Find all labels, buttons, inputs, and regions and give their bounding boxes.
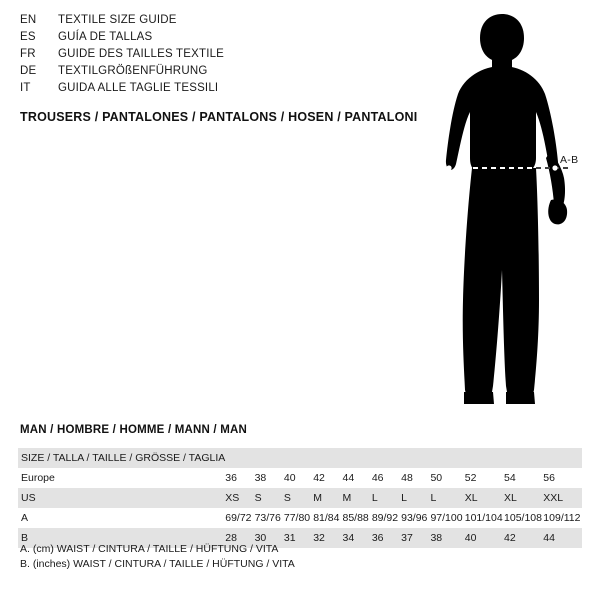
table-cell: 28 xyxy=(225,532,237,544)
table-cell xyxy=(430,448,464,468)
table-cell xyxy=(504,448,543,468)
table-cell xyxy=(255,448,284,468)
table-section-title: MAN / HOMBRE / HOMME / MANN / MAN xyxy=(20,424,248,436)
language-row xyxy=(20,82,410,99)
table-cell: 42 xyxy=(313,472,325,484)
table-cell: 40 xyxy=(283,472,296,484)
table-row xyxy=(18,508,582,528)
table-cell: 97/100 xyxy=(430,512,463,524)
language-code: IT xyxy=(20,82,31,94)
table-cell: XL xyxy=(464,492,478,504)
table-cell xyxy=(313,448,342,468)
table-cell: XS xyxy=(225,492,240,504)
measure-label-ab: A-B xyxy=(560,154,579,166)
row-label: SIZE / TALLA / TAILLE / GRÖSSE / TAGLIA xyxy=(21,452,226,464)
figure-silhouette xyxy=(420,8,595,408)
language-row xyxy=(20,14,410,31)
language-title: GUIDA ALLE TAGLIE TESSILI xyxy=(58,82,219,94)
table-cell: 81/84 xyxy=(313,512,340,524)
table-cell: XL xyxy=(504,492,517,504)
table-cell xyxy=(543,448,582,468)
table-cell: 93/96 xyxy=(401,512,428,524)
table-cell: 101/104 xyxy=(464,512,503,524)
table-cell: 36 xyxy=(225,472,237,484)
table-cell xyxy=(343,448,372,468)
garment-title: TROUSERS / PANTALONES / PANTALONS / HOSEN / PANTALONI xyxy=(20,110,418,124)
table-cell: 50 xyxy=(430,472,443,484)
size-table xyxy=(18,448,582,548)
table-cell: 85/88 xyxy=(342,512,369,524)
table-cell: 37 xyxy=(401,532,413,544)
table-cell: L xyxy=(371,492,378,504)
table-cell: 54 xyxy=(504,472,516,484)
table-cell: 36 xyxy=(371,532,384,544)
table-cell: 56 xyxy=(543,472,555,484)
table-cell: 42 xyxy=(504,532,516,544)
table-row xyxy=(18,468,582,488)
table-cell xyxy=(284,448,313,468)
table-cell: 40 xyxy=(464,532,477,544)
table-cell xyxy=(465,448,504,468)
row-label: US xyxy=(21,492,36,504)
table-cell: 48 xyxy=(401,472,413,484)
language-code: EN xyxy=(20,14,37,26)
table-cell: L xyxy=(401,492,407,504)
table-row xyxy=(18,448,582,468)
table-cell: 31 xyxy=(283,532,296,544)
language-title: GUÍA DE TALLAS xyxy=(58,31,153,43)
language-title: TEXTILE SIZE GUIDE xyxy=(58,14,177,26)
language-code: DE xyxy=(20,65,37,77)
table-cell: 77/80 xyxy=(283,512,311,524)
language-row xyxy=(20,31,410,48)
table-cell: S xyxy=(254,492,262,504)
table-cell: 44 xyxy=(543,532,555,544)
table-cell: S xyxy=(283,492,291,504)
table-cell: 73/76 xyxy=(254,512,281,524)
language-title: GUIDE DES TAILLES TEXTILE xyxy=(58,48,225,60)
table-cell: 52 xyxy=(464,472,477,484)
table-cell xyxy=(372,448,401,468)
table-cell: L xyxy=(430,492,437,504)
table-cell: 44 xyxy=(342,472,355,484)
table-cell: 89/92 xyxy=(371,512,399,524)
language-title: TEXTILGRÖßENFÜHRUNG xyxy=(58,65,208,77)
table-cell: M xyxy=(313,492,322,504)
row-label: Europe xyxy=(21,472,55,484)
language-code: FR xyxy=(20,48,36,60)
table-cell: XXL xyxy=(543,492,564,504)
table-cell: 32 xyxy=(313,532,325,544)
table-row xyxy=(18,488,582,508)
table-cell: 34 xyxy=(342,532,355,544)
table-cell xyxy=(401,448,430,468)
language-row xyxy=(20,48,410,65)
row-label: B xyxy=(21,532,29,544)
table-cell: 46 xyxy=(371,472,384,484)
footnote-a: A. (cm) WAIST / CINTURA / TAILLE / HÜFTUNG / VITA xyxy=(20,543,279,555)
table-cell xyxy=(225,448,254,468)
row-label: A xyxy=(21,512,29,524)
table-cell: M xyxy=(342,492,352,504)
table-cell: 105/108 xyxy=(504,512,542,524)
language-row xyxy=(20,65,410,82)
table-cell: 38 xyxy=(430,532,443,544)
footnotes xyxy=(20,542,295,572)
footnote-b: B. (inches) WAIST / CINTURA / TAILLE / HÜFTUNG / VITA xyxy=(20,558,295,570)
table-cell: 69/72 xyxy=(225,512,252,524)
language-code: ES xyxy=(20,31,36,43)
language-list xyxy=(20,14,410,99)
table-cell: 38 xyxy=(254,472,267,484)
table-cell: 109/112 xyxy=(543,512,581,524)
table-cell: 30 xyxy=(254,532,267,544)
